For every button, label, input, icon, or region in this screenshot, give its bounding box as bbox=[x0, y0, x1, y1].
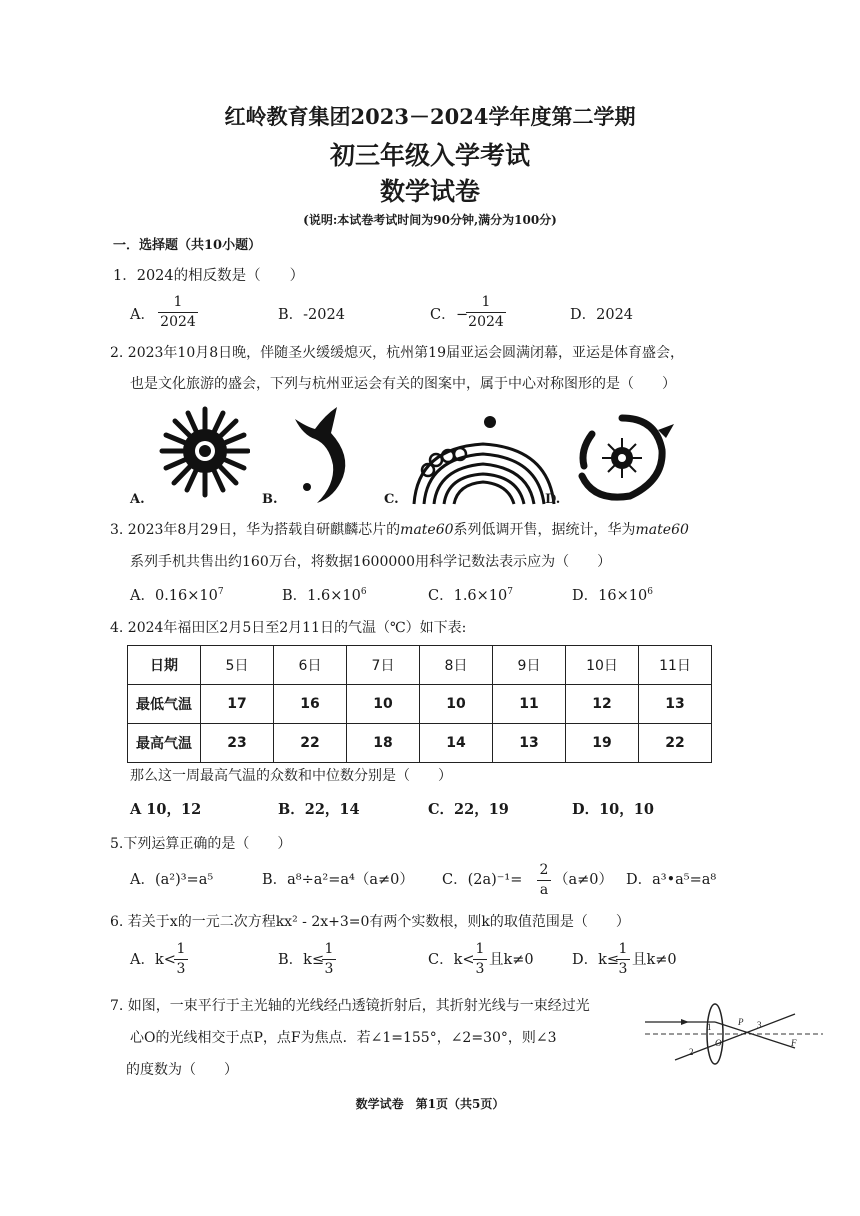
section-title: 一．选择题（共10小题） bbox=[113, 238, 262, 253]
q3-c-exp: 7 bbox=[507, 587, 513, 598]
table-cell: 最低气温 bbox=[128, 685, 201, 724]
q5-stem: 5.下列运算正确的是（ ） bbox=[110, 836, 292, 852]
q6-option-a[interactable]: A．k< bbox=[130, 952, 176, 968]
q6-d-numerator: 1 bbox=[618, 941, 628, 957]
q7-label-2: 2 bbox=[689, 1047, 694, 1057]
q6-c-numerator: 1 bbox=[475, 941, 485, 957]
table-cell: 13 bbox=[639, 685, 712, 724]
q1-a-denominator: 2024 bbox=[160, 314, 196, 330]
table-cell: 最高气温 bbox=[128, 724, 201, 763]
q2-label-a: A. bbox=[130, 492, 145, 507]
q1-a-numerator: 1 bbox=[173, 294, 183, 310]
q3-line2: 系列手机共售出约160万台，将数据1600000用科学记数法表示应为（ ） bbox=[130, 554, 612, 570]
table-header-cell: 10日 bbox=[566, 646, 639, 685]
q6-d-fraction bbox=[616, 941, 630, 978]
table-cell: 22 bbox=[274, 724, 347, 763]
table-cell: 10 bbox=[420, 685, 493, 724]
q5-c-pre: C．(2a)⁻¹= bbox=[442, 872, 523, 888]
q5-c-numerator: 2 bbox=[539, 862, 549, 878]
q6-option-d[interactable]: D．k≤ bbox=[572, 952, 620, 968]
q5-option-b[interactable]: B．a⁸÷a²=a⁴（a≠0） bbox=[262, 872, 414, 888]
q6-d-denominator: 3 bbox=[618, 961, 628, 977]
q3-d-exp: 6 bbox=[647, 587, 653, 598]
q3-b-exp: 6 bbox=[360, 587, 367, 598]
q3-a-exp: 7 bbox=[217, 587, 224, 598]
table-header-cell: 11日 bbox=[639, 646, 712, 685]
q6-d-post: 且k≠0 bbox=[632, 952, 677, 968]
q4-stem: 4. 2024年福田区2月5日至2月11日的气温（℃）如下表: bbox=[110, 620, 467, 636]
q7-line3: 的度数为（ ） bbox=[126, 1062, 238, 1078]
q2-image-c-wave-icon[interactable] bbox=[408, 412, 558, 507]
q3-option-c[interactable] bbox=[428, 586, 513, 606]
q7-lens-diagram[interactable] bbox=[645, 1000, 825, 1072]
q3-option-d[interactable] bbox=[572, 586, 653, 606]
q2-line2: 也是文化旅游的盛会，下列与杭州亚运会有关的图案中，属于中心对称图形的是（ ） bbox=[130, 376, 676, 392]
q7-label-o: O bbox=[715, 1038, 722, 1048]
q2-image-b-fish-icon[interactable] bbox=[285, 405, 365, 505]
q7-label-p: P bbox=[738, 1017, 744, 1027]
q2-line1: 2. 2023年10月8日晚，伴随圣火缓缓熄灭，杭州第19届亚运会圆满闭幕，亚运是体育盛会， bbox=[110, 345, 684, 361]
q1-c-numerator: 1 bbox=[481, 294, 491, 310]
exam-note: (说明:本试卷考试时间为90分钟,满分为100分) bbox=[303, 213, 557, 227]
q7-label-1: 1 bbox=[707, 1022, 712, 1032]
q7-label-3: 3 bbox=[757, 1020, 762, 1030]
exam-header-line1: 红岭教育集团2023－2024学年度第二学期 bbox=[224, 104, 636, 129]
q4-option-b[interactable]: B．22，14 bbox=[278, 801, 360, 818]
q3-b-text: B．1.6×10 bbox=[282, 588, 361, 604]
q3-line1-a: 3. 2023年8月29日，华为搭载自研麒麟芯片的 bbox=[110, 522, 401, 538]
q4-question: 那么这一周最高气温的众数和中位数分别是（ ） bbox=[130, 768, 452, 784]
q6-option-c[interactable]: C．k< bbox=[428, 952, 475, 968]
table-cell: 19 bbox=[566, 724, 639, 763]
table-header-cell: 5日 bbox=[201, 646, 274, 685]
q6-a-fraction bbox=[174, 941, 188, 978]
q3-line1 bbox=[110, 520, 689, 540]
q3-option-a[interactable] bbox=[130, 586, 224, 606]
q1-option-c-sign: − bbox=[456, 307, 469, 323]
table-cell: 16 bbox=[274, 685, 347, 724]
exam-header-line2: 初三年级入学考试 bbox=[329, 141, 530, 170]
q3-a-text: A．0.16×10 bbox=[130, 588, 218, 604]
table-cell: 23 bbox=[201, 724, 274, 763]
q1-option-c-fraction bbox=[466, 294, 506, 331]
q2-image-a-sun-icon[interactable] bbox=[150, 403, 250, 503]
table-cell: 11 bbox=[493, 685, 566, 724]
q6-c-denominator: 3 bbox=[475, 961, 485, 977]
q1-option-b[interactable]: B．-2024 bbox=[278, 307, 345, 323]
q4-option-c[interactable]: C．22，19 bbox=[428, 801, 509, 818]
q1-option-a-fraction bbox=[158, 294, 198, 331]
q4-option-a[interactable]: A 10，12 bbox=[130, 801, 202, 818]
table-header-cell: 8日 bbox=[420, 646, 493, 685]
q3-d-text: D．16×10 bbox=[572, 588, 648, 604]
table-header-cell: 9日 bbox=[493, 646, 566, 685]
table-cell: 14 bbox=[420, 724, 493, 763]
table-cell: 10 bbox=[347, 685, 420, 724]
table-header-cell: 6日 bbox=[274, 646, 347, 685]
q6-a-denominator: 3 bbox=[176, 961, 186, 977]
q3-line1-b: 系列低调开售，据统计，华为 bbox=[453, 522, 636, 538]
q6-b-fraction bbox=[322, 941, 336, 978]
q5-option-a[interactable]: A．(a²)³=a⁵ bbox=[130, 872, 214, 888]
q1-option-d[interactable]: D．2024 bbox=[570, 307, 634, 323]
q2-label-b: B. bbox=[262, 492, 278, 507]
table-cell: 22 bbox=[639, 724, 712, 763]
q1-option-a-label[interactable]: A． bbox=[130, 307, 155, 323]
q3-mate-a: mate60 bbox=[400, 522, 454, 538]
table-header-cell: 7日 bbox=[347, 646, 420, 685]
page-footer: 数学试卷 第1页（共5页） bbox=[355, 1097, 505, 1111]
q1-c-denominator: 2024 bbox=[468, 314, 504, 330]
q6-a-numerator: 1 bbox=[176, 941, 186, 957]
q6-stem: 6. 若关于x的一元二次方程kx² - 2x+3=0有两个实数根，则k的取值范围是（ ） bbox=[110, 914, 630, 930]
q6-b-numerator: 1 bbox=[324, 941, 334, 957]
q5-c-denominator: a bbox=[539, 882, 549, 898]
q2-label-c: C. bbox=[384, 492, 399, 507]
table-row bbox=[128, 646, 712, 685]
q2-label-d: D. bbox=[545, 492, 561, 507]
q5-c-fraction bbox=[537, 862, 551, 899]
exam-header-line3: 数学试卷 bbox=[379, 177, 480, 206]
q7-line1: 7. 如图，一束平行于主光轴的光线经凸透镜折射后，其折射光线与一束经过光 bbox=[110, 998, 590, 1014]
q5-c-post: （a≠0） bbox=[554, 872, 614, 888]
table-row bbox=[128, 724, 712, 763]
q5-option-c[interactable] bbox=[442, 870, 522, 890]
q3-mate-b: mate60 bbox=[635, 522, 689, 538]
q3-option-b[interactable] bbox=[282, 586, 367, 606]
q7-line2: 心O的光线相交于点P，点F为焦点．若∠1=155°，∠2=30°，则∠3 bbox=[130, 1030, 557, 1046]
q6-b-denominator: 3 bbox=[324, 961, 334, 977]
q6-c-fraction bbox=[473, 941, 487, 978]
temperature-table bbox=[127, 645, 712, 763]
q5-option-d[interactable]: D．a³•a⁵=a⁸ bbox=[626, 872, 717, 888]
table-cell: 18 bbox=[347, 724, 420, 763]
table-cell: 12 bbox=[566, 685, 639, 724]
q2-image-d-dragon-icon[interactable] bbox=[570, 410, 675, 505]
q6-option-b[interactable]: B．k≤ bbox=[278, 952, 325, 968]
q1-option-c-label[interactable]: C． bbox=[430, 307, 456, 323]
table-header-cell: 日期 bbox=[128, 646, 201, 685]
table-cell: 17 bbox=[201, 685, 274, 724]
q1-stem: 1．2024的相反数是（ ） bbox=[113, 268, 305, 284]
q6-c-post: 且k≠0 bbox=[489, 952, 534, 968]
q7-label-f: F bbox=[791, 1038, 797, 1048]
q3-c-text: C．1.6×10 bbox=[428, 588, 508, 604]
table-cell: 13 bbox=[493, 724, 566, 763]
q4-option-d[interactable]: D．10，10 bbox=[572, 801, 654, 818]
table-row bbox=[128, 685, 712, 724]
